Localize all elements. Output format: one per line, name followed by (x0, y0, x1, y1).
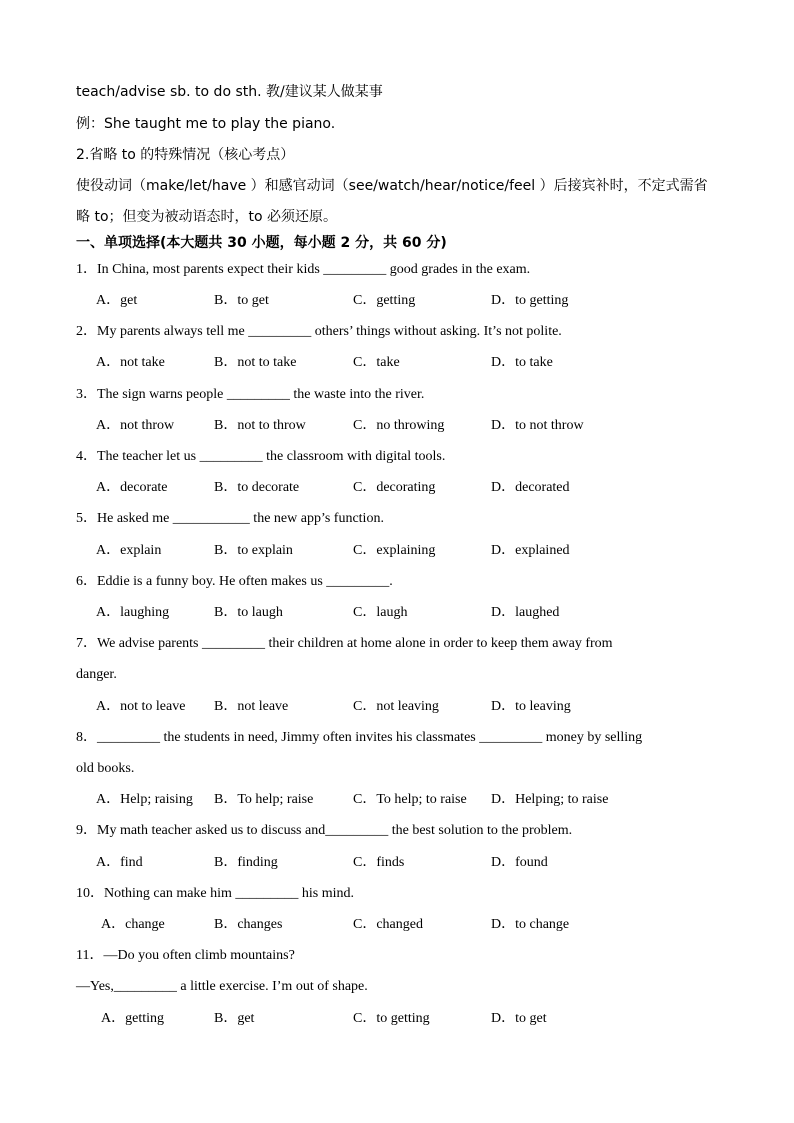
option-a[interactable]: A．find (96, 855, 143, 870)
option-d[interactable]: D．to getting (491, 293, 569, 308)
question-1-stem: 1．In China, most parents expect their kids _________ good grades in the exam. (76, 262, 531, 277)
option-d[interactable]: D．decorated (491, 480, 570, 495)
note-example: 例：She taught me to play the piano. (76, 116, 336, 132)
option-b[interactable]: B．to explain (214, 543, 293, 558)
option-d[interactable]: D．to leaving (491, 699, 571, 714)
option-c[interactable]: C．laugh (353, 605, 408, 620)
option-c[interactable]: C．to getting (353, 1011, 430, 1026)
option-c[interactable]: C．changed (353, 917, 423, 932)
option-d[interactable]: D．to not throw (491, 418, 584, 433)
option-d[interactable]: D．to get (491, 1011, 547, 1026)
option-a[interactable]: A．explain (96, 543, 162, 558)
option-b[interactable]: B．not to take (214, 355, 297, 370)
option-c[interactable]: C．not leaving (353, 699, 439, 714)
option-a[interactable]: A．not take (96, 355, 165, 370)
question-6-stem: 6．Eddie is a funny boy. He often makes us _________. (76, 574, 393, 589)
note-causative-verbs: 使役动词（make/let/have ）和感官动词（see/watch/hear/notice/feel ）后接宾补时，不定式需省 (76, 178, 708, 194)
option-b[interactable]: B．get (214, 1011, 255, 1026)
option-d[interactable]: D．Helping; to raise (491, 792, 609, 807)
option-b[interactable]: B．To help; raise (214, 792, 314, 807)
option-d[interactable]: D．to take (491, 355, 553, 370)
option-d[interactable]: D．laughed (491, 605, 560, 620)
note-heading-omit-to: 2.省略 to 的特殊情况（核心考点） (76, 147, 295, 163)
question-7-stem-continued: danger. (76, 667, 117, 682)
note-teach-advise: teach/advise sb. to do sth. 教/建议某人做某事 (76, 84, 383, 100)
note-passive-voice: 略 to；但变为被动语态时，to 必须还原。 (76, 209, 338, 225)
option-b[interactable]: B．to decorate (214, 480, 300, 495)
question-4-stem: 4．The teacher let us _________ the classroom with digital tools. (76, 449, 446, 464)
question-8-stem: 8．_________ the students in need, Jimmy often invites his classmates _________ money by selling (76, 730, 643, 745)
option-c[interactable]: C．To help; to raise (353, 792, 467, 807)
option-b[interactable]: B．to get (214, 293, 269, 308)
option-a[interactable]: A．Help; raising (96, 792, 193, 807)
question-10-stem: 10．Nothing can make him _________ his mind. (76, 886, 355, 901)
option-a[interactable]: A．getting (101, 1011, 164, 1026)
question-5-stem: 5．He asked me ___________ the new app’s function. (76, 511, 384, 526)
option-a[interactable]: A．not throw (96, 418, 175, 433)
option-b[interactable]: B．changes (214, 917, 283, 932)
option-d[interactable]: D．found (491, 855, 548, 870)
option-d[interactable]: D．to change (491, 917, 570, 932)
option-a[interactable]: A．not to leave (96, 699, 186, 714)
question-11-stem: 11．—Do you often climb mountains? (76, 948, 295, 963)
option-a[interactable]: A．laughing (96, 605, 170, 620)
question-11-stem-continued: —Yes,_________ a little exercise. I’m out of shape. (76, 979, 368, 994)
option-c[interactable]: C．decorating (353, 480, 436, 495)
option-c[interactable]: C．take (353, 355, 400, 370)
option-b[interactable]: B．not to throw (214, 418, 306, 433)
option-b[interactable]: B．to laugh (214, 605, 283, 620)
question-9-stem: 9．My math teacher asked us to discuss and_________ the best solution to the problem. (76, 823, 573, 838)
option-c[interactable]: C．getting (353, 293, 416, 308)
option-b[interactable]: B．not leave (214, 699, 289, 714)
option-c[interactable]: C．finds (353, 855, 405, 870)
question-7-stem: 7．We advise parents _________ their children at home alone in order to keep them away from (76, 636, 613, 651)
option-a[interactable]: A．change (101, 917, 165, 932)
question-3-stem: 3．The sign warns people _________ the waste into the river. (76, 387, 425, 402)
option-a[interactable]: A．decorate (96, 480, 168, 495)
option-a[interactable]: A．get (96, 293, 138, 308)
option-c[interactable]: C．no throwing (353, 418, 445, 433)
option-c[interactable]: C．explaining (353, 543, 436, 558)
option-d[interactable]: D．explained (491, 543, 570, 558)
option-b[interactable]: B．finding (214, 855, 278, 870)
question-8-stem-continued: old books. (76, 761, 135, 776)
question-2-stem: 2．My parents always tell me _________ others’ things without asking. It’s not polite. (76, 324, 562, 339)
section-title: 一、单项选择(本大题共 30 小题，每小题 2 分，共 60 分) (76, 235, 447, 251)
